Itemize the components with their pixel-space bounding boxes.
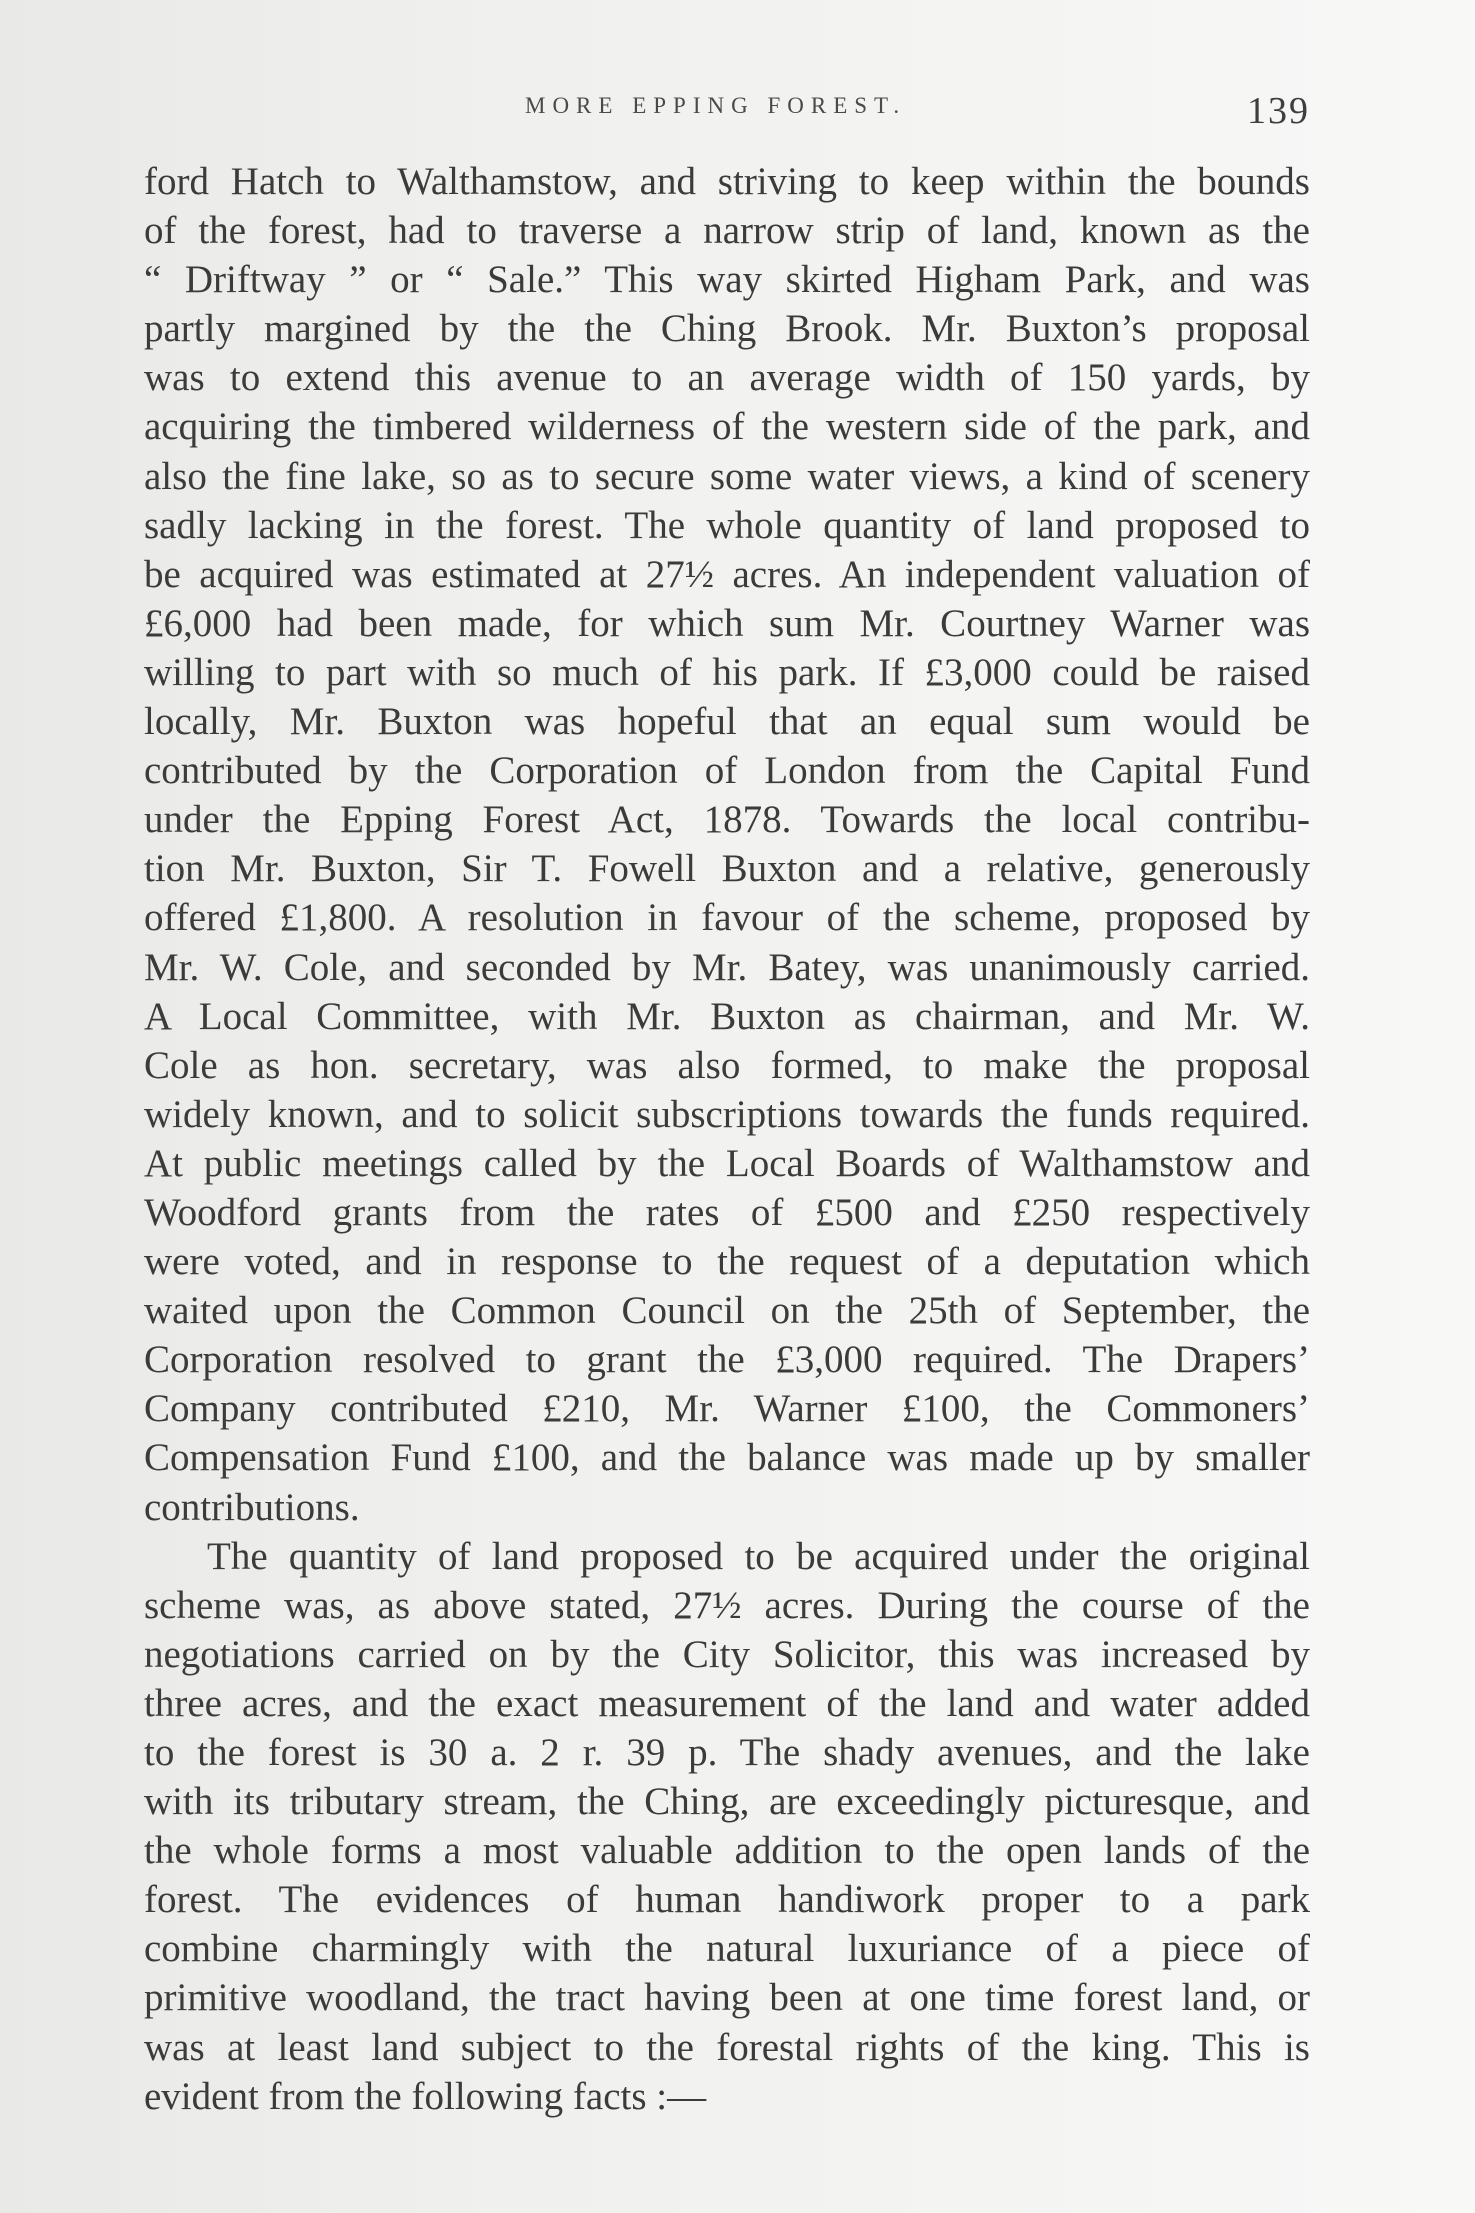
text-line: offered £1,800. A resolution in favour of the scheme, proposed by — [144, 896, 1310, 940]
text-line: acquiring the timbered wilderness of the western side of the park, and — [144, 405, 1310, 449]
text-line: the whole forms a most valuable addition to the open lands of the — [144, 1829, 1310, 1873]
paragraph-2 — [144, 1532, 1310, 2121]
text-line: locally, Mr. Buxton was hopeful that an equal sum would be — [144, 700, 1310, 744]
text-line: was at least land subject to the forestal rights of the king. This is — [144, 2025, 1310, 2069]
paragraph-1 — [144, 157, 1310, 1532]
text-line: tion Mr. Buxton, Sir T. Fowell Buxton and a relative, generously — [144, 847, 1310, 891]
page-number: 139 — [1247, 90, 1310, 132]
text-line: £6,000 had been made, for which sum Mr. Courtney Warner was — [144, 601, 1310, 645]
text-line: of the forest, had to traverse a narrow strip of land, known as the — [144, 209, 1310, 253]
text-line: Mr. W. Cole, and seconded by Mr. Batey, was unanimously carried. — [144, 945, 1310, 989]
text-line: Company contributed £210, Mr. Warner £100, the Commoners’ — [144, 1387, 1310, 1431]
text-line: three acres, and the exact measurement of the land and water added — [144, 1681, 1310, 1725]
text-line: primitive woodland, the tract having been at one time forest land, or — [144, 1976, 1310, 2020]
text-line: “ Driftway ” or “ Sale.” This way skirted Higham Park, and was — [144, 258, 1310, 302]
text-line: combine charmingly with the natural luxuriance of a piece of — [144, 1927, 1310, 1971]
text-line: A Local Committee, with Mr. Buxton as chairman, and Mr. W. — [144, 994, 1310, 1038]
running-title: MORE EPPING FOREST. — [525, 93, 907, 118]
text-line: with its tributary stream, the Ching, are exceedingly picturesque, and — [144, 1780, 1310, 1824]
text-line: partly margined by the the Ching Brook. Mr. Buxton’s proposal — [144, 307, 1310, 351]
text-line: was to extend this avenue to an average width of 150 yards, by — [144, 356, 1310, 400]
text-line: At public meetings called by the Local Boards of Walthamstow and — [144, 1141, 1310, 1185]
text-line: Cole as hon. secretary, was also formed, to make the proposal — [144, 1043, 1310, 1087]
text-line: to the forest is 30 a. 2 r. 39 p. The shady avenues, and the lake — [144, 1731, 1310, 1774]
text-line: willing to part with so much of his park. If £3,000 could be raised — [144, 650, 1310, 694]
text-line: ford Hatch to Walthamstow, and striving to keep within the bounds — [144, 160, 1310, 203]
text-line: were voted, and in response to the request of a deputation which — [144, 1240, 1310, 1284]
text-line: scheme was, as above stated, 27½ acres. During the course of the — [144, 1583, 1310, 1627]
text-line: sadly lacking in the forest. The whole quantity of land proposed to — [144, 503, 1310, 547]
text-line: be acquired was estimated at 27½ acres. An independent valuation of — [144, 552, 1310, 596]
text-line: also the fine lake, so as to secure some water views, a kind of scenery — [144, 454, 1310, 498]
text-line: negotiations carried on by the City Solicitor, this was increased by — [144, 1632, 1310, 1676]
text-line: Woodford grants from the rates of £500 and £250 respectively — [144, 1190, 1310, 1234]
text-line: Corporation resolved to grant the £3,000 required. The Drapers’ — [144, 1338, 1310, 1382]
text-line: contributed by the Corporation of London from the Capital Fund — [144, 749, 1310, 793]
text-line: widely known, and to solicit subscriptions towards the funds required. — [144, 1092, 1310, 1136]
text-line: under the Epping Forest Act, 1878. Towards the local contribu- — [144, 798, 1310, 842]
text-line: forest. The evidences of human handiwork proper to a park — [144, 1878, 1310, 1922]
body-text — [144, 157, 1310, 2121]
text-line: Compensation Fund £100, and the balance was made up by smaller — [144, 1436, 1310, 1480]
text-line: The quantity of land proposed to be acquired under the original — [207, 1534, 1310, 1578]
text-line: waited upon the Common Council on the 25th of September, the — [144, 1289, 1310, 1333]
text-line: contributions. — [144, 1485, 360, 1529]
text-line: evident from the following facts :— — [144, 2074, 707, 2118]
